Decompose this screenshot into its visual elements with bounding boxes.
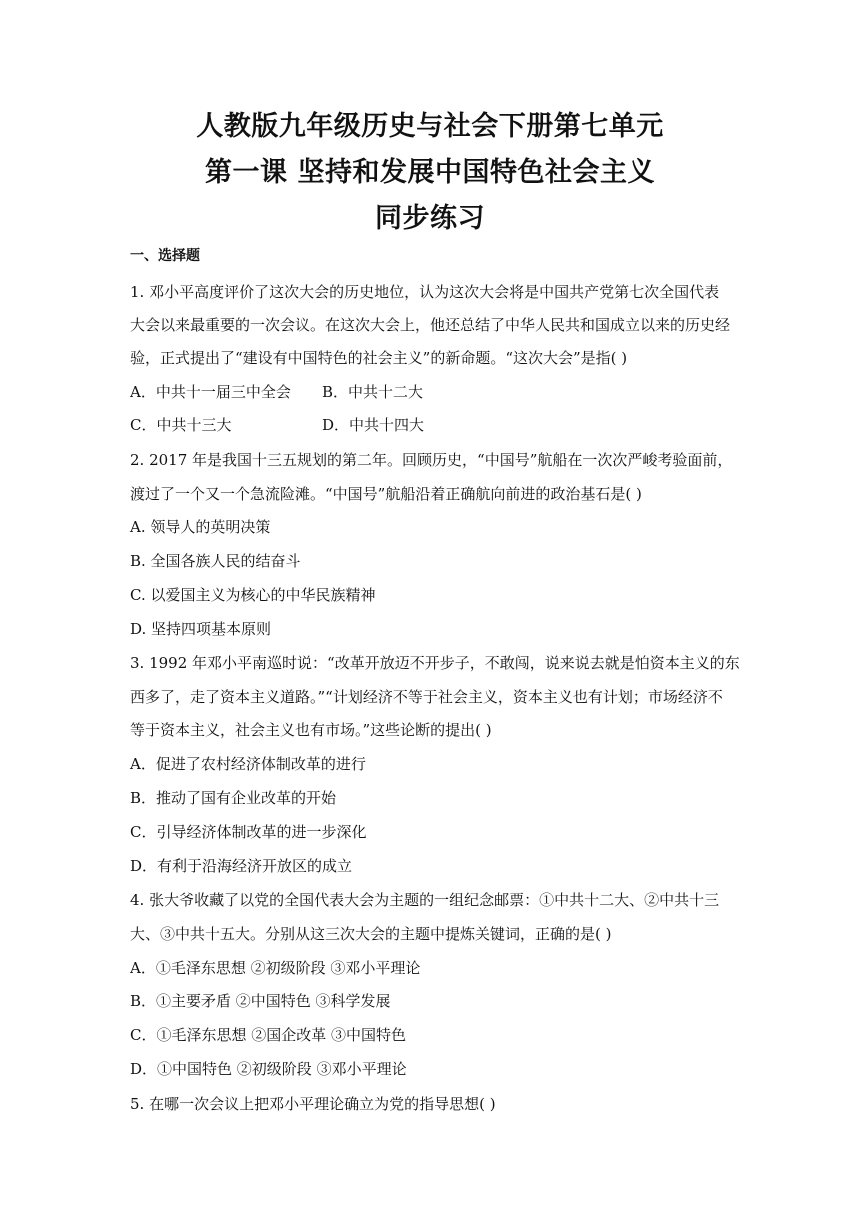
question-2-option-c: C. 以爱国主义为核心的中华民族精神	[130, 586, 376, 604]
doc-title-line-2: 第一课 坚持和发展中国特色社会主义	[205, 157, 655, 188]
question-1-line-3: 验，正式提出了“建设有中国特色的社会主义”的新命题。“这次大会”是指( )	[130, 349, 628, 367]
question-4-line-2: 大、③中共十五大。分别从这三次大会的主题中提炼关键词，正确的是( )	[130, 925, 612, 943]
question-3-option-a: A．促进了农村经济体制改革的进行	[130, 755, 366, 773]
question-4-option-b: B．①主要矛盾 ②中国特色 ③科学发展	[130, 992, 391, 1010]
question-3-line-2: 西多了，走了资本主义道路。”“计划经济不等于社会主义，资本主义也有计划；市场经济不	[130, 688, 723, 706]
question-1-options-ab	[130, 382, 424, 402]
question-2-option-b: B. 全国各族人民的结奋斗	[130, 552, 301, 570]
question-1-line-1: 1. 邓小平高度评价了这次大会的历史地位，认为这次大会将是中国共产党第七次全国代表	[130, 283, 720, 301]
question-5-line-1: 5. 在哪一次会议上把邓小平理论确立为党的指导思想( )	[130, 1095, 496, 1113]
question-4-option-a: A．①毛泽东思想 ②初级阶段 ③邓小平理论	[130, 959, 421, 977]
question-4-line-1: 4. 张大爷收藏了以党的全国代表大会为主题的一组纪念邮票：①中共十二大、②中共十三	[130, 891, 720, 909]
question-1-option-b: B．中共十二大	[322, 383, 424, 401]
question-1-option-d: D．中共十四大	[322, 416, 425, 434]
doc-title-line-1: 人教版九年级历史与社会下册第七单元	[196, 111, 664, 142]
question-2-line-2: 渡过了一个又一个急流险滩。“中国号”航船沿着正确航向前进的政治基石是( )	[130, 485, 642, 503]
question-2-line-1: 2. 2017 年是我国十三五规划的第二年。回顾历史，“中国号”航船在一次次严峻考验面前，	[130, 451, 733, 469]
doc-title-line-3: 同步练习	[375, 203, 485, 234]
question-2-option-a: A. 领导人的英明决策	[130, 518, 271, 536]
question-1-option-c: C．中共十三大	[130, 416, 232, 434]
question-1-line-2: 大会以来最重要的一次会议。在这次大会上，他还总结了中华人民共和国成立以来的历史经	[130, 316, 731, 334]
question-1-options-cd	[130, 415, 425, 435]
question-4-option-c: C．①毛泽东思想 ②国企改革 ③中国特色	[130, 1026, 407, 1044]
section-heading: 一、选择题	[130, 248, 200, 264]
question-3-option-d: D．有利于沿海经济开放区的成立	[130, 857, 353, 875]
question-2-option-d: D. 坚持四项基本原则	[130, 620, 272, 638]
question-3-option-c: C．引导经济体制改革的进一步深化	[130, 823, 367, 841]
question-3-line-1: 3. 1992 年邓小平南巡时说：“改革开放迈不开步子，不敢闯，说来说去就是怕资本主义的东	[130, 654, 740, 672]
question-4-option-d: D．①中国特色 ②初级阶段 ③邓小平理论	[130, 1060, 407, 1078]
question-3-line-3: 等于资本主义，社会主义也有市场。”这些论断的提出( )	[130, 721, 492, 739]
question-3-option-b: B．推动了国有企业改革的开始	[130, 789, 337, 807]
question-1-option-a: A．中共十一届三中全会	[130, 383, 291, 401]
